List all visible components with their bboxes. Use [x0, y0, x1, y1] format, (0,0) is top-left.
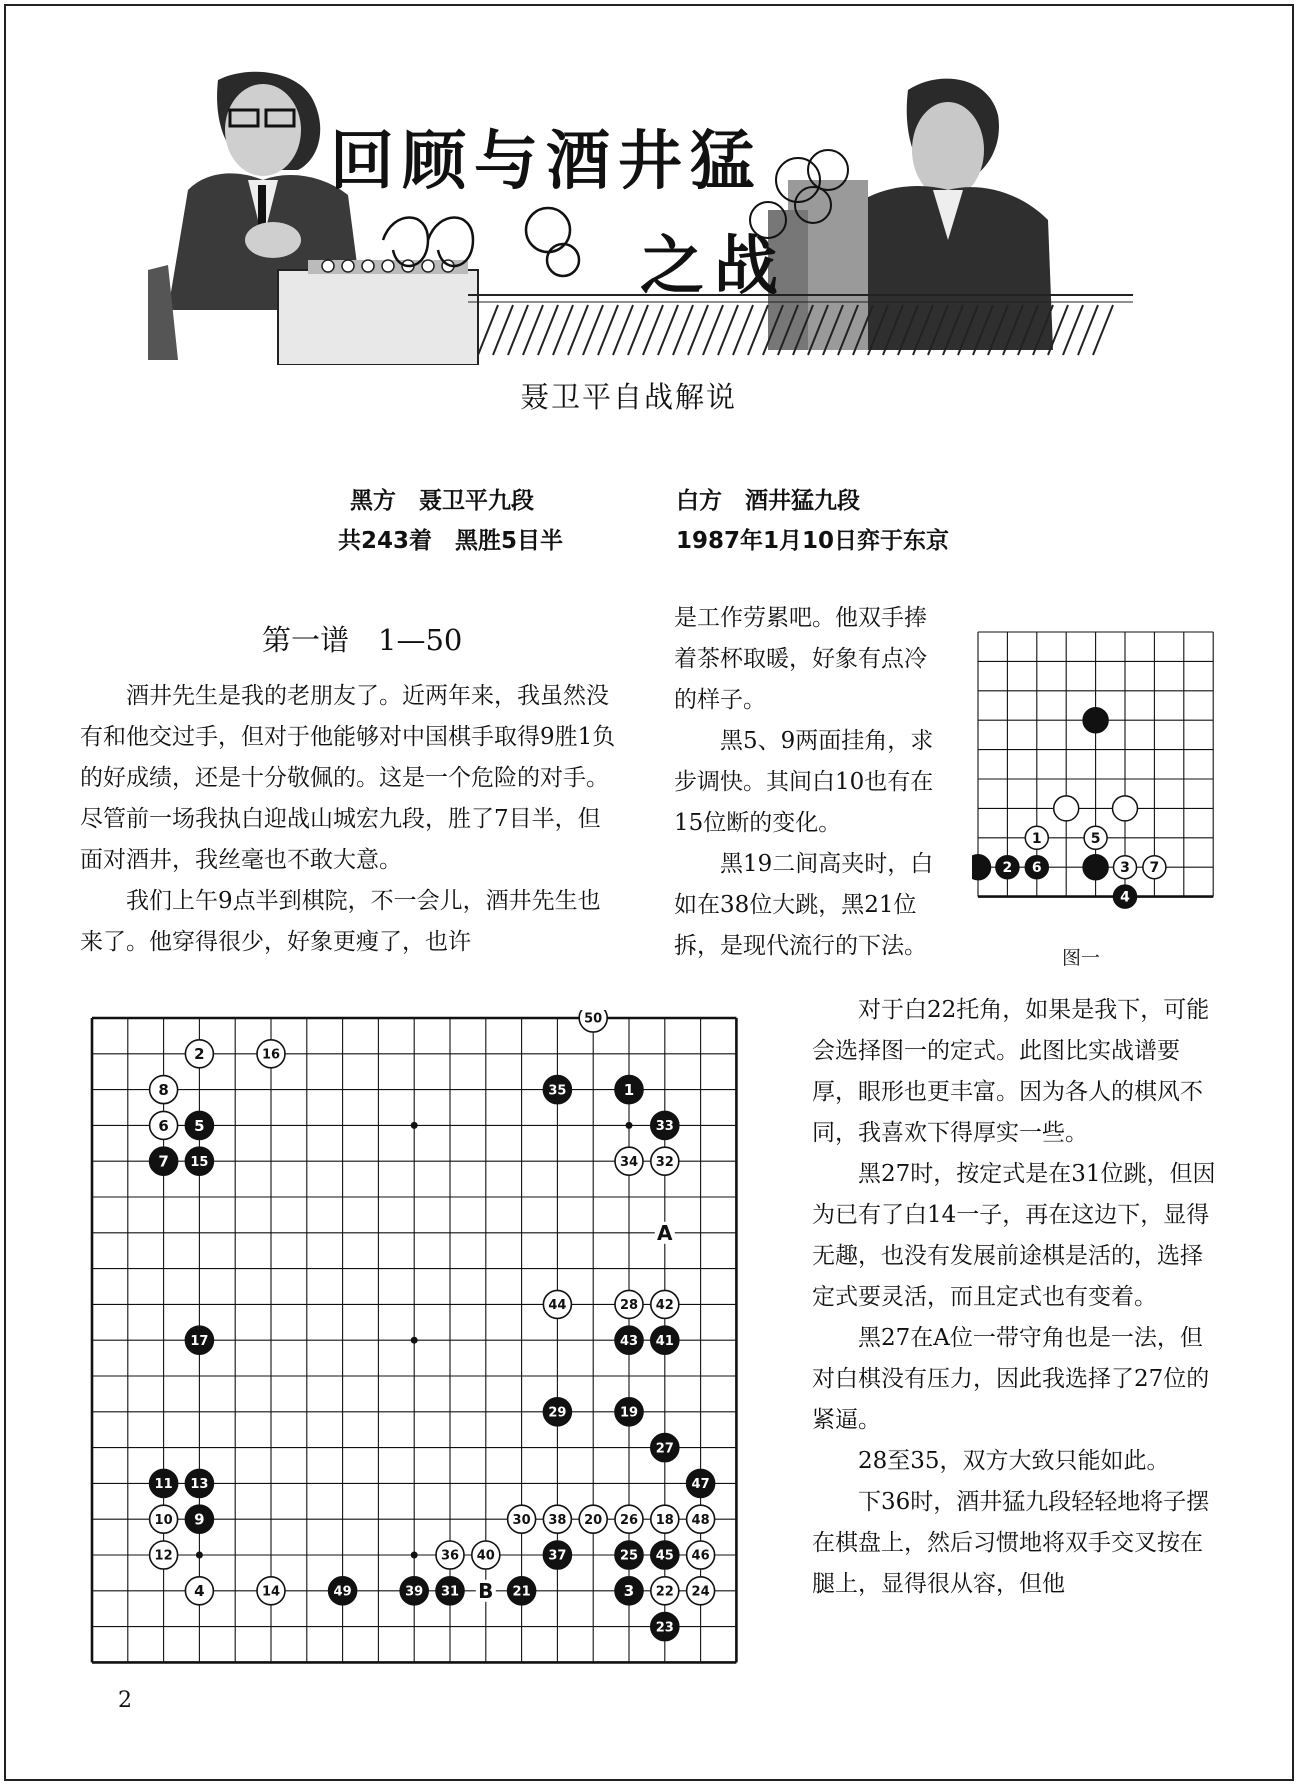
article-subtitle: 聂卫平自战解说	[520, 380, 738, 414]
move-number: 33	[655, 1119, 674, 1135]
black-stone-13	[185, 1469, 213, 1497]
move-number: 3	[623, 1582, 635, 1601]
move-number: 29	[548, 1405, 567, 1421]
black-stone-43	[615, 1326, 643, 1354]
figure-1-white-stone-5	[1084, 826, 1107, 849]
paragraph: 28至35，双方大致只能如此。	[858, 1448, 1170, 1474]
black-stone-1	[615, 1076, 643, 1104]
move-number: 36	[440, 1548, 460, 1564]
white-stone-44	[543, 1290, 571, 1318]
move-number: 31	[440, 1584, 460, 1600]
black-stone-29	[543, 1398, 571, 1426]
move-number: 3	[1120, 860, 1130, 877]
move-number: 37	[548, 1548, 567, 1564]
white-stone-24	[687, 1577, 715, 1605]
move-number: 14	[261, 1584, 281, 1600]
black-stone-41	[651, 1326, 679, 1354]
move-number: 45	[655, 1548, 674, 1564]
white-stone-36	[436, 1541, 464, 1569]
move-number: 12	[154, 1548, 173, 1564]
black-stone-27	[651, 1434, 679, 1462]
move-number: 26	[619, 1512, 639, 1528]
figure-1-white-stone-7	[1143, 856, 1166, 879]
figure-1-white-stone	[1113, 796, 1138, 821]
article-title-line2: 之战	[640, 230, 788, 304]
white-stone-16	[257, 1040, 285, 1068]
move-number: 44	[548, 1298, 567, 1314]
white-stone-18	[651, 1505, 679, 1533]
white-stone-46	[687, 1541, 715, 1569]
text-column-3	[812, 990, 1220, 1605]
paragraph: 黑27时，按定式是在31位跳，但因为已有了白14一子，再在这边下，显得无趣，也没有发展前途棋是活的，选择定式要灵活，而且定式也有变着。	[812, 1161, 1216, 1310]
move-number: 21	[512, 1584, 531, 1600]
move-number: 48	[691, 1512, 710, 1528]
white-player-info: 白方 酒井猛九段	[676, 488, 860, 514]
move-number: 5	[194, 1116, 205, 1135]
move-number: 27	[655, 1441, 674, 1457]
move-number: 19	[619, 1405, 639, 1421]
move-number: 18	[655, 1512, 674, 1528]
figure-1-black-stone-4	[1114, 885, 1137, 908]
figure-1-white-stone-3	[1114, 856, 1137, 879]
move-number: 5	[1090, 830, 1101, 847]
paragraph: 是工作劳累吧。他双手捧着茶杯取暖，好象有点冷的样子。	[674, 605, 927, 713]
black-stone-33	[651, 1111, 679, 1139]
move-number: 43	[619, 1333, 639, 1349]
move-number: 30	[512, 1512, 531, 1528]
white-stone-40	[472, 1541, 500, 1569]
black-stone-15	[185, 1147, 213, 1175]
white-stone-12	[150, 1541, 178, 1569]
white-stone-28	[615, 1290, 643, 1318]
move-number: 2	[1002, 860, 1013, 877]
black-stone-9	[185, 1505, 213, 1533]
figure-1-black-stone	[1083, 855, 1108, 880]
black-stone-21	[508, 1577, 536, 1605]
black-stone-5	[185, 1111, 213, 1139]
star-point	[411, 1337, 418, 1344]
move-number: 40	[476, 1548, 495, 1564]
figure-1-label: 图一	[1062, 947, 1101, 969]
move-number: 20	[584, 1512, 603, 1528]
star-point	[411, 1552, 418, 1559]
game-result-info: 共243着 黑胜5目半	[338, 528, 564, 554]
section-heading: 第一谱 1—50	[262, 623, 463, 657]
white-stone-4	[185, 1577, 213, 1605]
move-number: 10	[154, 1512, 173, 1528]
move-number: 47	[691, 1477, 710, 1493]
board-marker-B: B	[478, 1578, 494, 1603]
move-number: 46	[691, 1548, 710, 1564]
white-stone-50	[579, 1010, 607, 1032]
move-number: 1	[1031, 830, 1042, 847]
move-number: 1	[623, 1081, 635, 1099]
white-stone-2	[185, 1040, 213, 1068]
black-stone-35	[543, 1076, 571, 1104]
black-stone-49	[329, 1577, 357, 1605]
move-number: 39	[405, 1584, 424, 1600]
move-number: 8	[158, 1081, 169, 1099]
black-stone-45	[651, 1541, 679, 1569]
black-stone-3	[615, 1577, 643, 1605]
move-number: 7	[1149, 860, 1160, 877]
figure-1-white-stone-1	[1025, 826, 1048, 849]
move-number: 6	[158, 1116, 169, 1135]
white-stone-14	[257, 1577, 285, 1605]
paragraph: 对于白22托角，如果是我下，可能会选择图一的定式。此图比实战谱要厚，眼形也更丰富。因为各人的棋风不同，我喜欢下得厚实一些。	[812, 997, 1210, 1146]
game-date-info: 1987年1月10日弈于东京	[676, 528, 950, 554]
paragraph: 酒井先生是我的老朋友了。近两年来，我虽然没有和他交过手，但对于他能够对中国棋手取得9胜1负的好成绩，还是十分敬佩的。这是一个危险的对手。尽管前一场我执白迎战山城宏九段，胜了7目半，但面对酒井，我丝毫也不敢大意。	[80, 683, 616, 873]
figure-1-black-stone	[1083, 708, 1108, 733]
page-number: 2	[118, 1688, 132, 1713]
paragraph: 黑27在A位一带守角也是一法，但对白棋没有压力，因此我选择了27位的紧逼。	[812, 1325, 1210, 1433]
figure-1-black-stone-2	[996, 856, 1019, 879]
white-stone-20	[579, 1505, 607, 1533]
move-number: 35	[548, 1083, 567, 1099]
white-stone-32	[651, 1147, 679, 1175]
move-number: 6	[1031, 860, 1042, 877]
black-player-info: 黑方 聂卫平九段	[350, 488, 534, 514]
black-stone-17	[185, 1326, 213, 1354]
move-number: 7	[158, 1152, 169, 1171]
white-stone-30	[508, 1505, 536, 1533]
move-number: 50	[584, 1011, 603, 1027]
black-stone-31	[436, 1577, 464, 1605]
white-stone-34	[615, 1147, 643, 1175]
black-stone-25	[615, 1541, 643, 1569]
board-marker-A: A	[657, 1220, 673, 1245]
figure-1-go-diagram	[972, 622, 1220, 922]
move-number: 4	[1120, 889, 1130, 906]
white-stone-42	[651, 1290, 679, 1318]
black-stone-23	[651, 1613, 679, 1641]
figure-1-white-stone	[1054, 796, 1079, 821]
move-number: 38	[548, 1512, 567, 1528]
black-stone-7	[150, 1147, 178, 1175]
move-number: 28	[619, 1298, 639, 1314]
black-stone-47	[687, 1469, 715, 1497]
move-number: 17	[190, 1333, 209, 1349]
move-number: 23	[655, 1620, 674, 1636]
star-point	[626, 1122, 633, 1129]
text-column-2	[674, 598, 946, 967]
star-point	[196, 1552, 203, 1559]
black-stone-19	[615, 1398, 643, 1426]
paragraph: 下36时，酒井猛九段轻轻地将子摆在棋盘上，然后习惯地将双手交叉按在腿上，显得很从容，但他	[812, 1489, 1210, 1597]
move-number: 16	[261, 1047, 281, 1063]
black-stone-37	[543, 1541, 571, 1569]
move-number: 13	[190, 1477, 209, 1493]
white-stone-8	[150, 1076, 178, 1104]
move-number: 41	[655, 1333, 674, 1349]
move-number: 2	[194, 1045, 205, 1064]
white-stone-22	[651, 1577, 679, 1605]
white-stone-38	[543, 1505, 571, 1533]
figure-1-black-stone	[972, 855, 991, 880]
move-number: 15	[190, 1154, 209, 1170]
black-stone-11	[150, 1469, 178, 1497]
text-column-1	[80, 676, 620, 963]
white-stone-6	[150, 1111, 178, 1139]
paragraph: 黑5、9两面挂角，求步调快。其间白10也有在15位断的变化。	[674, 728, 934, 836]
move-number: 24	[691, 1584, 710, 1600]
white-stone-10	[150, 1505, 178, 1533]
white-stone-26	[615, 1505, 643, 1533]
white-stone-48	[687, 1505, 715, 1533]
move-number: 4	[194, 1582, 205, 1601]
move-number: 25	[619, 1548, 639, 1564]
move-number: 11	[154, 1477, 173, 1493]
move-number: 32	[655, 1154, 674, 1170]
move-number: 42	[655, 1298, 674, 1314]
move-number: 34	[619, 1154, 639, 1170]
main-go-game-diagram	[84, 1010, 740, 1666]
black-stone-39	[400, 1577, 428, 1605]
paragraph: 我们上午9点半到棋院，不一会儿，酒井先生也来了。他穿得很少，好象更瘦了，也许	[80, 888, 601, 955]
move-number: 49	[333, 1584, 352, 1600]
move-number: 22	[655, 1584, 674, 1600]
figure-1-black-stone-6	[1025, 856, 1048, 879]
paragraph: 黑19二间高夹时，白如在38位大跳，黑21位拆，是现代流行的下法。	[674, 851, 934, 959]
move-number: 9	[194, 1510, 205, 1529]
article-title-line1: 回顾与酒井猛	[330, 125, 762, 199]
star-point	[411, 1122, 418, 1129]
